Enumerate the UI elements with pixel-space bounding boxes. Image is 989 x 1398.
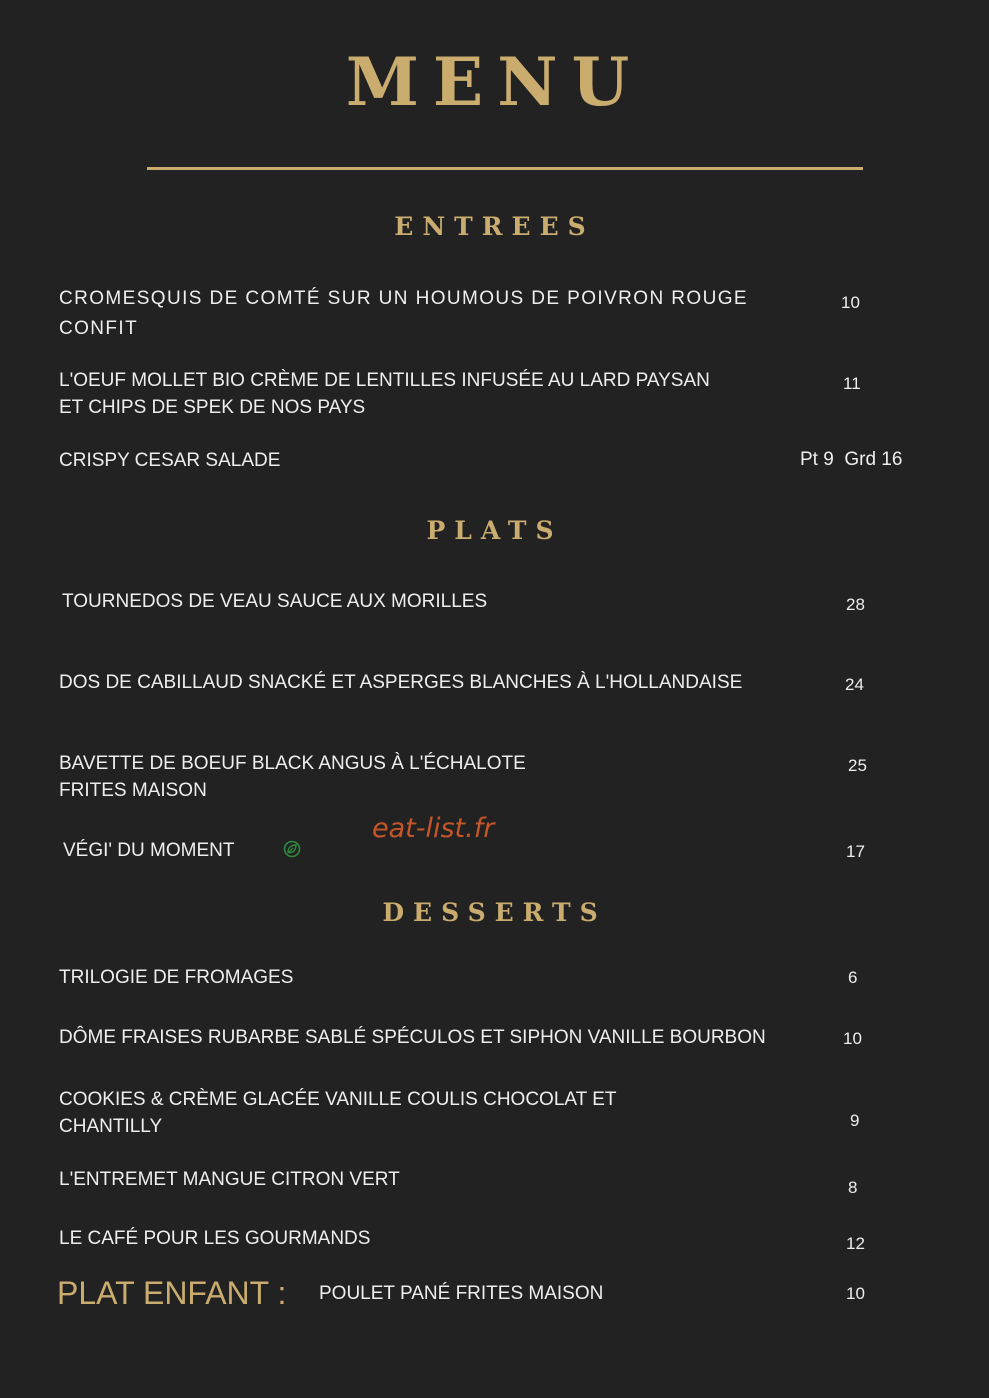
menu-item-price: 17 (846, 842, 865, 861)
menu-item-name-cont: ET CHIPS DE SPEK DE NOS PAYS (59, 397, 366, 418)
menu-item-name-cont: CHANTILLY (59, 1116, 163, 1137)
menu-item-price: 10 (841, 293, 860, 312)
section-heading-desserts: DESSERTS (382, 898, 607, 927)
menu-item-name: DÔME FRAISES RUBARBE SABLÉ SPÉCULOS ET SIPHON VANILLE BOURBON (59, 1027, 766, 1048)
section-heading-entrees: ENTREES (394, 212, 595, 241)
menu-item-price: Pt 9 Grd 16 (800, 449, 903, 470)
menu-item-name: BAVETTE DE BOEUF BLACK ANGUS À L'ÉCHALOTE (59, 753, 526, 774)
menu-item-name: LE CAFÉ POUR LES GOURMANDS (59, 1228, 371, 1249)
watermark: eat-list.fr (372, 813, 495, 844)
menu-item-price: 10 (843, 1029, 862, 1048)
menu-item-price: 6 (848, 968, 858, 987)
menu-item (59, 284, 799, 344)
menu-item-price: 8 (848, 1178, 858, 1197)
menu-item (59, 1166, 799, 1193)
menu-item-price: 25 (848, 756, 867, 775)
menu-item (59, 669, 799, 696)
menu-item-price: 12 (846, 1234, 865, 1253)
menu-item (59, 750, 799, 804)
kids-menu-dish: POULET PANÉ FRITES MAISON (319, 1283, 604, 1304)
menu-title: MENU (345, 43, 644, 121)
menu-item-name: L'OEUF MOLLET BIO CRÈME DE LENTILLES INFUSÉE AU LARD PAYSAN (59, 370, 710, 391)
menu-item (62, 588, 802, 615)
menu-item-name: L'ENTREMET MANGUE CITRON VERT (59, 1169, 400, 1190)
menu-item-price: 11 (843, 374, 861, 393)
menu-item-name: DOS DE CABILLAUD SNACKÉ ET ASPERGES BLANCHES À L'HOLLANDAISE (59, 672, 743, 693)
title-divider (147, 167, 863, 170)
menu-item-name: COOKIES & CRÈME GLACÉE VANILLE COULIS CHOCOLAT ET (59, 1089, 617, 1110)
leaf-icon (283, 840, 301, 858)
menu-item-name: VÉGI' DU MOMENT (63, 840, 235, 861)
menu-item-name: CROMESQUIS DE COMTÉ SUR UN HOUMOUS DE POIVRON ROUGE (59, 288, 748, 309)
menu-item (59, 1086, 799, 1140)
menu-item-name-cont: CONFIT (59, 318, 139, 339)
menu-item-name: TRILOGIE DE FROMAGES (59, 967, 294, 988)
menu-item-name: TOURNEDOS DE VEAU SAUCE AUX MORILLES (62, 591, 488, 612)
menu-item-price: 9 (850, 1111, 860, 1130)
kids-menu-price: 10 (846, 1284, 865, 1303)
menu-item (59, 964, 799, 991)
menu-item-price: 24 (845, 675, 864, 694)
section-heading-plats: PLATS (426, 516, 563, 545)
menu-item (59, 1225, 799, 1252)
menu-item-name: CRISPY CESAR SALADE (59, 450, 281, 471)
menu-item (59, 367, 799, 421)
menu-item (59, 447, 799, 474)
kids-menu-label: PLAT ENFANT : (57, 1275, 287, 1311)
menu-item (63, 837, 263, 864)
menu-item-name-cont: FRITES MAISON (59, 780, 207, 801)
menu-item-price: 28 (846, 595, 865, 614)
menu-item (59, 1024, 799, 1051)
